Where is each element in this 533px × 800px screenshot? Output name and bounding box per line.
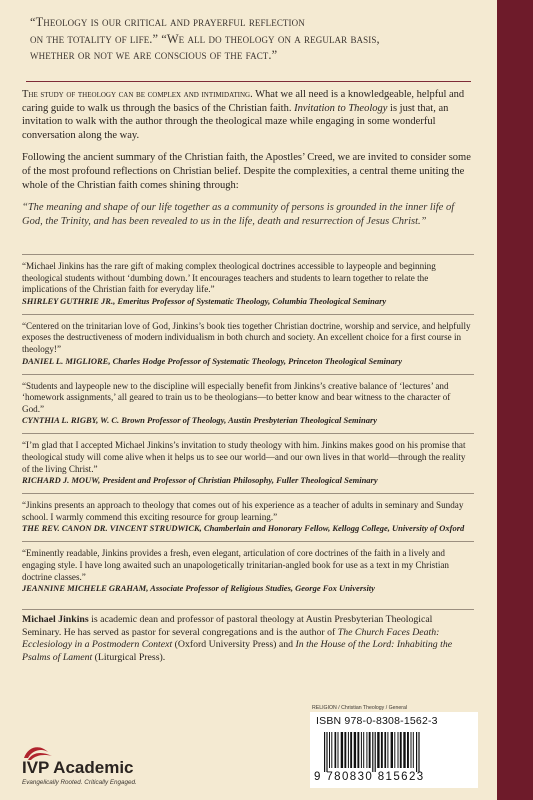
endorsement-attribution: THE REV. CANON DR. VINCENT STRUDWICK, Chamberlain and Honorary Fellow, Kellogg College, University of Oxford xyxy=(22,523,465,534)
endorsement-text: “Students and laypeople new to the discipline will especially benefit from Jinkins’s creative balance of ‘lectures’ and ‘homework assignments,’ all geared to train us to be theologians—to better know and bear witness to the character of God.” xyxy=(22,380,451,414)
divider xyxy=(26,81,471,82)
barcode-bar xyxy=(375,732,376,772)
barcode-bar xyxy=(357,732,359,768)
endorsement-attribution: RICHARD J. MOUW, President and Professor of Christian Philosophy, Fuller Theological Seminary xyxy=(22,475,378,486)
summary-paragraph: Following the ancient summary of the Christian faith, the Apostles’ Creed, we are invited to consider some of the most profound reflections on Christian belief. Despite the complexities, a central theme uniting the whole of the Christian faith comes shining through: xyxy=(22,152,471,191)
endorsements xyxy=(22,254,474,601)
endorsement xyxy=(22,433,474,486)
barcode-bar xyxy=(348,732,349,768)
barcode-number: 9 780830 815623 xyxy=(314,771,425,783)
barcode-bar xyxy=(344,732,346,768)
barcode-bar xyxy=(331,732,332,768)
pull-quote-line: on the totality of life.” “We all do theology on a regular basis, xyxy=(30,31,380,46)
barcode-bar xyxy=(416,732,417,772)
central-quote: “The meaning and shape of our life together as a community of persons is grounded in the inner life of God, the Trinity, and has been revealed to us in the life, death and resurrection of Jesus Christ.” xyxy=(22,202,455,227)
author-bio xyxy=(22,609,474,664)
barcode-bar xyxy=(372,732,373,772)
barcode-bar xyxy=(329,732,330,768)
barcode-bar xyxy=(350,732,352,768)
author-book-title: The Church Faces Death: Ecclesiology in a Postmodern Context xyxy=(22,626,440,651)
barcode-bar xyxy=(354,732,356,768)
publisher-tagline: Evangelically Rooted. Critically Engaged. xyxy=(22,779,137,786)
endorsement xyxy=(22,541,474,594)
barcode-bar xyxy=(413,732,414,768)
author-book-title: In the House of the Lord: Inhabiting the Psalms of Lament xyxy=(22,639,453,663)
intro-book-title: Invitation to Theology xyxy=(294,102,388,114)
intro-lead: The study of theology can be complex and intimidating. xyxy=(22,89,253,100)
endorsement-text: “Michael Jinkins has the rare gift of making complex theological doctrines accessible to laypeople and beginning theological students without ‘dumbing down.’ It encourages teachers and students to learn together to relate the implications of the Christian faith for everyday life.” xyxy=(22,261,436,295)
barcode-bar xyxy=(403,732,405,768)
endorsement xyxy=(22,314,474,367)
barcode-bar xyxy=(407,732,409,768)
intro-text: is just that, an invitation to walk with the author through the theological maze while engaging in some wonderful conversation along the way. xyxy=(22,102,449,141)
barcode-bar xyxy=(377,732,379,768)
barcode-bar xyxy=(418,732,419,772)
barcode-bar xyxy=(381,732,383,768)
barcode-bar xyxy=(387,732,388,768)
barcode-bar xyxy=(324,732,325,772)
barcode-bar xyxy=(398,732,399,768)
author-name: Michael Jinkins xyxy=(22,614,89,625)
endorsement xyxy=(22,493,474,534)
author-text: (Oxford University Press) and xyxy=(172,639,296,651)
barcode-bar xyxy=(363,732,364,768)
endorsement-attribution: SHIRLEY GUTHRIE JR., Emeritus Professor of Systematic Theology, Columbia Theological Seminary xyxy=(22,295,387,306)
barcode-bar xyxy=(335,732,337,768)
publisher-logo xyxy=(18,742,178,792)
barcode-bar xyxy=(384,732,386,768)
endorsement-attribution: DANIEL L. MIGLIORE, Charles Hodge Professor of Systematic Theology, Princeton Theological Seminary xyxy=(22,355,402,366)
barcode xyxy=(324,732,464,772)
barcode-bar xyxy=(341,732,343,768)
endorsement-text: “Jinkins presents an approach to theology that comes out of his experience as a teacher of adults in seminary and Sunday school. I warmly commend this exciting resource for group learning.” xyxy=(22,500,464,522)
barcode-panel xyxy=(310,712,478,788)
endorsement-attribution: CYNTHIA L. RIGBY, W. C. Brown Professor of Theology, Austin Presbyterian Theological Seminary xyxy=(22,415,378,426)
endorsement-attribution: JEANNINE MICHELE GRAHAM, Associate Professor of Religious Studies, George Fox University xyxy=(22,583,375,594)
pull-quote-line: “Theology is our critical and prayerful reflection xyxy=(30,15,305,29)
endorsement-text: “I’m glad that I accepted Michael Jinkins’s invitation to study theology with him. Jinkins makes good on his promise that theological study will come alive when it helps us to see our world—and our own lives in that world—through the reality of the living Christ.” xyxy=(22,440,466,474)
intro-text: What we all need is a knowledgeable, helpful and caring guide to walk us through the basics of the Christian faith. xyxy=(22,89,465,114)
barcode-bar xyxy=(366,732,367,768)
pull-quote-line: whether or not we are conscious of the fact.” xyxy=(30,48,278,62)
subject-category: RELIGION / Christian Theology / General xyxy=(312,705,408,711)
barcode-bar xyxy=(391,732,393,768)
endorsement xyxy=(22,374,474,427)
barcode-bar xyxy=(326,732,327,772)
intro-paragraph xyxy=(22,88,474,142)
barcode-bar xyxy=(338,732,339,768)
barcode-bar xyxy=(411,732,412,768)
description xyxy=(22,88,474,237)
endorsement xyxy=(22,254,474,307)
spine-strip xyxy=(497,0,533,800)
endorsement-text: “Centered on the trinitarian love of God, Jinkins’s book ties together Christian doctrine, worship and service, and helpfully exposes the destructiveness of modern individualism in both church and society. An excellent choice for a first course in theology!” xyxy=(22,320,471,354)
pull-quote xyxy=(30,14,480,64)
endorsement-text: “Eminently readable, Jinkins provides a fresh, even elegant, articulation of core doctrines of the faith in a lively and engaging style. I have long awaited such an unapologetically trinitarian-angled book for use as a text in my Christian doctrine classes.” xyxy=(22,548,449,582)
barcode-bar xyxy=(361,732,362,768)
isbn-label: ISBN 978-0-8308-1562-3 xyxy=(316,715,438,727)
barcode-bar xyxy=(394,732,395,768)
barcode-bar xyxy=(369,732,371,768)
publisher-name: IVP Academic xyxy=(22,758,134,777)
author-text: (Liturgical Press). xyxy=(92,651,166,663)
author-text: is academic dean and professor of pastoral theology at Austin Presbyterian Theological Seminary. He has served as pastor for several congregations and is the author of xyxy=(22,614,433,638)
barcode-bar xyxy=(400,732,402,768)
